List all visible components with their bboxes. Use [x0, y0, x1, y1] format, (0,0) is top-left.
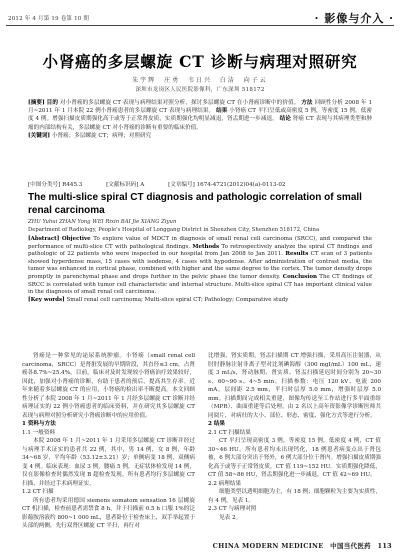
keywords-cn: 小肾癌；多层螺旋 CT；病理；对照研究 — [51, 132, 152, 139]
article-title-en: The multi-slice spiral CT diagnosis and pathologic correlation of small renal carcinoma — [28, 192, 362, 216]
authors-en: ZHU Yuhui ZHAN Yong WEI Rixin BAI Jie XIANG Ziyun — [28, 219, 177, 225]
abstract-en-methods: To retrospectively analyze the spiral CT findings and pathologic of 22 patients who were inspected in our hospital from Jan 2008 to Jan 2011. — [28, 243, 373, 258]
abstract-en-results: CT scan of 3 patients showed hyperdense mass, 15 cases with isodense, 4 cases with hypodense. After administration of contrast media, the tumor was enhanced in cortical phase, combined with higher and the same degree to the cortex. The tumor density drops promptly in parenchymal phase and drops further in the pelvic phase the tumor density. — [28, 251, 373, 280]
section-heading-results: 2 结果 — [208, 421, 226, 427]
abstract-cn-methods-label: 方法 — [301, 100, 313, 106]
abstract-cn-objective: 对小肾癌的多层螺旋 CT 表现与病理结果对照分析，探讨多层螺旋 CT 在小肾癌诊断中的价值。 — [59, 100, 300, 106]
subsection-heading-pathology: 2.2 病理结果 — [208, 480, 242, 487]
keywords-cn-label: [关键词] — [28, 132, 51, 139]
pathology-paragraph: 细胞类型以透明细胞为主，有 18 例；细胞颗粒为主要为实质性，有 4 例。见表 1。 — [208, 489, 381, 504]
subsection-heading-ct-results: 2.1 CT 扫描结果 — [208, 429, 251, 436]
abstract-en-methods-label: Methods — [192, 243, 220, 250]
abstract-en-results-label: Results — [285, 251, 309, 258]
abstract-en-conclusion-label: Conclusion — [282, 273, 318, 280]
footer-journal-en: CHINA MODERN MEDICINE — [212, 542, 324, 550]
keywords-en: Small renal cell carcinoma; Multi-slice spiral CT; Pathology; Comparative study — [66, 296, 289, 303]
ct-scan-paragraph-cont: 比增强，肾实质期，肾盂扫描期 CT 增强扫描，采用高压注射器，从肘肘静脉注射非离子型对比剂碘海醇（300 mgI/mL）100 mL，速度 3 mL/s，肾动脉期、肾实质、肾盂扫描延迟时间分别为 20~30 s、60~90 s、4~5 min。扫描参数：电压 120 kV、电流 200 mA，层间距 2.5 mm，平扫时层厚 5.0 mm，增强时层厚 5.0 mm。扫描期间完成相关重建，图像均传送至工作站进行多平面重组（MPR）、曲面重建等后处理，由 2 名以上高年资影像学诊断医师共同阅片，对病灶的大小、部位、形态、密度、强化方式等进行分析。 — [208, 353, 381, 419]
section-heading-materials: 1 资料与方法 — [22, 421, 56, 427]
abstract-en-conclusion: The CT findings of SRCC is correlated with tumor cell characteristic and internal structure. Multi-slice spiral CT has important clinical value in the diagnosis of small renal cell carcinoma. — [28, 273, 373, 296]
keywords-en-label: [Key words] — [28, 296, 65, 303]
abstract-cn-results: 小肾癌 CT 平扫呈低或高密度 5 例，等密度 15 例，低密度 4 例。增强扫描皮质期强化高于或等于正常肾皮质，实质期强化均明显减退，肾盂期进一步减退。 — [28, 108, 372, 123]
article-title-cn: 小肾癌的多层螺旋 CT 诊断与病理对照研究 — [42, 52, 358, 71]
correlation-paragraph: 见表 2。 — [219, 514, 242, 521]
authors-cn: 朱宇辉 庄勇 韦日兴 白洁 向子云 — [132, 77, 268, 84]
abstract-cn-conclusion-label: 结论 — [279, 116, 291, 123]
subsection-heading-general: 1.1 一般资料 — [22, 429, 56, 436]
abstract-en-objective: To explore value of MDCT in diagnosis of small renal cell carcinoma (SRCC), and compared the performance of multi-slice CT with pathological findings. — [28, 236, 373, 250]
article-meta-cn — [28, 180, 372, 188]
abstract-en-label: [Abstract] — [28, 236, 60, 242]
subsection-heading-ct-scan: 1.2 CT 扫描 — [22, 489, 54, 495]
intro-paragraph: 肾癌是一种常见的泌尿系统肿瘤。小肾癌（small renal cell carcinoma，SRCC）是肾脏发展的早期阶段，其直径≤3 cm，占肾癌各8.7%~25.4%，目前，临床对及时发现较小肾癌治疗效果较好，因此，加强对小肾癌的诊断，有助于患者的预后，提高其生存率。近年来随着多层螺旋 CT 的应用，小肾癌的检出率不断提高。本文回顾性分析了本院 2008 年 1 月~2011 年 1 月经多层螺旋 CT 诊断并经病理证实的 22 例小肾癌患者的临床资料，并在研究其多层螺旋 CT 表现与病理对照分析研究小肾癌诊断中的应用价值。 — [22, 353, 195, 419]
affiliation-en: Department of Radiology, People's Hospital of Longgang District in Shenzhen City, Shenzhen 518172, China — [28, 227, 320, 233]
affiliation-cn: 深圳市龙岗区人民医院影像科，广东深圳 518172 — [135, 87, 265, 93]
ct-results-paragraph: CT 平扫呈现高密度 3 例，等密度 15 例，低密度 4 例，CT 值 30~46 HU。所有患者均未出现钙化，18 例患者病变点出于肾包被，6 例大部分突出于肾外，6 例大部分位于肾内。增强扫描皮质期强化高于或等于正常肾皮质，CT 值 119~152 HU。实质期强化降低，CT 值 58~86 HU，肾盂期强化进一步减退，CT 值 42~69 HU。 — [208, 438, 381, 478]
clc-number: [中图分类号] R445.3 — [28, 182, 83, 188]
subsection-heading-correlation: 2.3 CT 与病理对照 — [208, 506, 257, 512]
abstract-en-objective-label: Objective — [61, 236, 91, 242]
footer-journal-cn: 中国当代医药 — [330, 542, 371, 550]
abstract-cn — [28, 99, 372, 140]
page-footer — [209, 541, 392, 550]
body-column-left — [22, 352, 195, 531]
abstract-en — [28, 236, 372, 304]
body-column-right — [208, 352, 381, 522]
abstract-cn-objective-label: 目的 — [46, 100, 59, 106]
abstract-cn-results-label: 结果 — [216, 108, 228, 115]
header-divider — [6, 25, 394, 26]
abstract-cn-label: [摘要] — [28, 100, 45, 106]
section-header: · 影像与介入 · — [314, 12, 394, 25]
general-data-paragraph: 本院 2008 年 1 月~2011 年 1 月采用多层螺旋 CT 诊断并经过与病理手术证实的患者共 22 例，其中，男 14 例，女 8 例，年龄 34~68 岁，平均年龄（53.12±3.21）岁；单侧病变 18 例，双侧病变 4 例。临床表现：血尿 3 例，腰痛 5 例，无症状体检发现 14 例，仅在影像检查时偶然发现 B 超检查发现。所有患者均行多层螺旋 CT 扫描，并经过手术病理证实。 — [22, 438, 195, 487]
abstract-cn-methods: 回顾性分析 2008 年 1 月~2011 年 1 月本院 22 例小肾癌患者的多层螺旋 CT 表现与病理结果。 — [28, 100, 373, 115]
ct-scan-paragraph: 所有患者均采用德国 siemens somatom sensation 16 层螺旋 CT 机扫描，检查前患者需禁食 8 h，并于扫描前 0.5 h 口服 1%的泛影葡胺溶液约 800~1 000 mL，患者卧位于检查床上，双手举起置于头部的两侧，先行双肾区螺旋 CT 平扫，再行对 — [22, 497, 195, 529]
page-number: 113 — [377, 542, 392, 550]
document-code: [文献标识码] A — [106, 182, 145, 188]
abstract-cn-conclusion: 肾癌 CT 表现与其病理类型和肿瘤的内部结构有关，多层螺旋 CT 对小肾癌的诊断有重要的临床价值。 — [28, 116, 372, 131]
article-number: [文章编号] 1674-4721(2012)04(a)-0113-02 — [168, 182, 286, 188]
issue-header: 2012 年 4 月第 19 卷第 10 期 — [8, 16, 90, 22]
